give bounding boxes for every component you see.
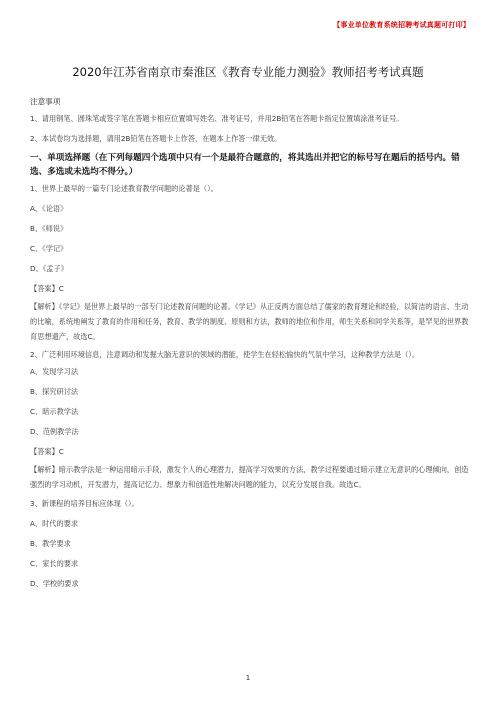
question-option: D、学校的要求 [30, 579, 79, 588]
question-option: D、《孟子》 [30, 264, 68, 273]
notice-item: 1、请用钢笔、圆珠笔或签字笔在答题卡相应位置填写姓名、准考证号，并用2B铅笔在答题卡指定位置填涂准考证号。 [30, 114, 404, 123]
answer-label: 【答案】C [30, 447, 64, 456]
analysis-text: 【解析】《学记》是世界上最早的一部专门论述教育问题的论著。《学记》从正反两方面总结了儒家的教育理论和经验，以简洁的语言、生动的比喻，系统地阐发了教育的作用和任务，教育、教学的制度、原则和方法，教师的地位和作用，师生关系和同学关系等，是罕见的世界教育思想遗产，故选C。 [30, 302, 469, 341]
answer-label: 【答案】C [30, 284, 64, 293]
question-option: D、范例教学法 [30, 427, 79, 436]
notice-item: 2、本试卷均为选择题，请用2B铅笔在答题卡上作答，在题本上作答一律无效。 [30, 134, 282, 143]
question-option: C、家长的要求 [30, 559, 79, 568]
question-option: C、《学记》 [30, 244, 68, 253]
document-title: 2020年江苏省南京市秦淮区《教育专业能力测验》教师招考考试真题 [72, 65, 424, 79]
document-body [30, 96, 470, 594]
page-number: 1 [245, 674, 251, 682]
header-banner: 【事业单位教育系统招聘考试真题可打印】 [333, 21, 470, 29]
question-option: C、暗示教学法 [30, 407, 79, 416]
question-stem: 2、广泛利用环境信息，注意调动和发掘大脑无意识的领域的潜能，使学生在轻松愉快的气氛中学习，这种教学方法是（）。 [30, 350, 420, 359]
question-stem: 3、新课程的培养目标应体现（）。 [30, 499, 139, 508]
question-option: A、时代的要求 [30, 519, 79, 528]
notice-heading: 注意事项 [30, 97, 61, 106]
question-option: A、《论语》 [30, 204, 68, 213]
analysis-text: 【解析】暗示教学法是一种运用暗示手段，激发个人的心理潜力，提高学习效果的方法，教学过程要通过暗示建立无意识的心理倾向，创造强烈的学习动机，开发潜力，提高记忆力、想象力和创造性地解决问题的能力，以充分发展自我。故选C。 [30, 465, 469, 489]
question-option: B、《师说》 [30, 224, 68, 233]
question-option: A、发现学习法 [30, 367, 79, 376]
question-option: B、教学要求 [30, 539, 71, 548]
question-stem: 1、世界上最早的一篇专门论述教育教学问题的论著是（）。 [30, 184, 218, 193]
section-heading: 一、单项选择题（在下列每题四个选项中只有一个是最符合题意的，将其选出并把它的标号写在题后的括号内。错选、多选或未选均不得分。） [30, 153, 460, 177]
question-option: B、探究研讨法 [30, 387, 79, 396]
